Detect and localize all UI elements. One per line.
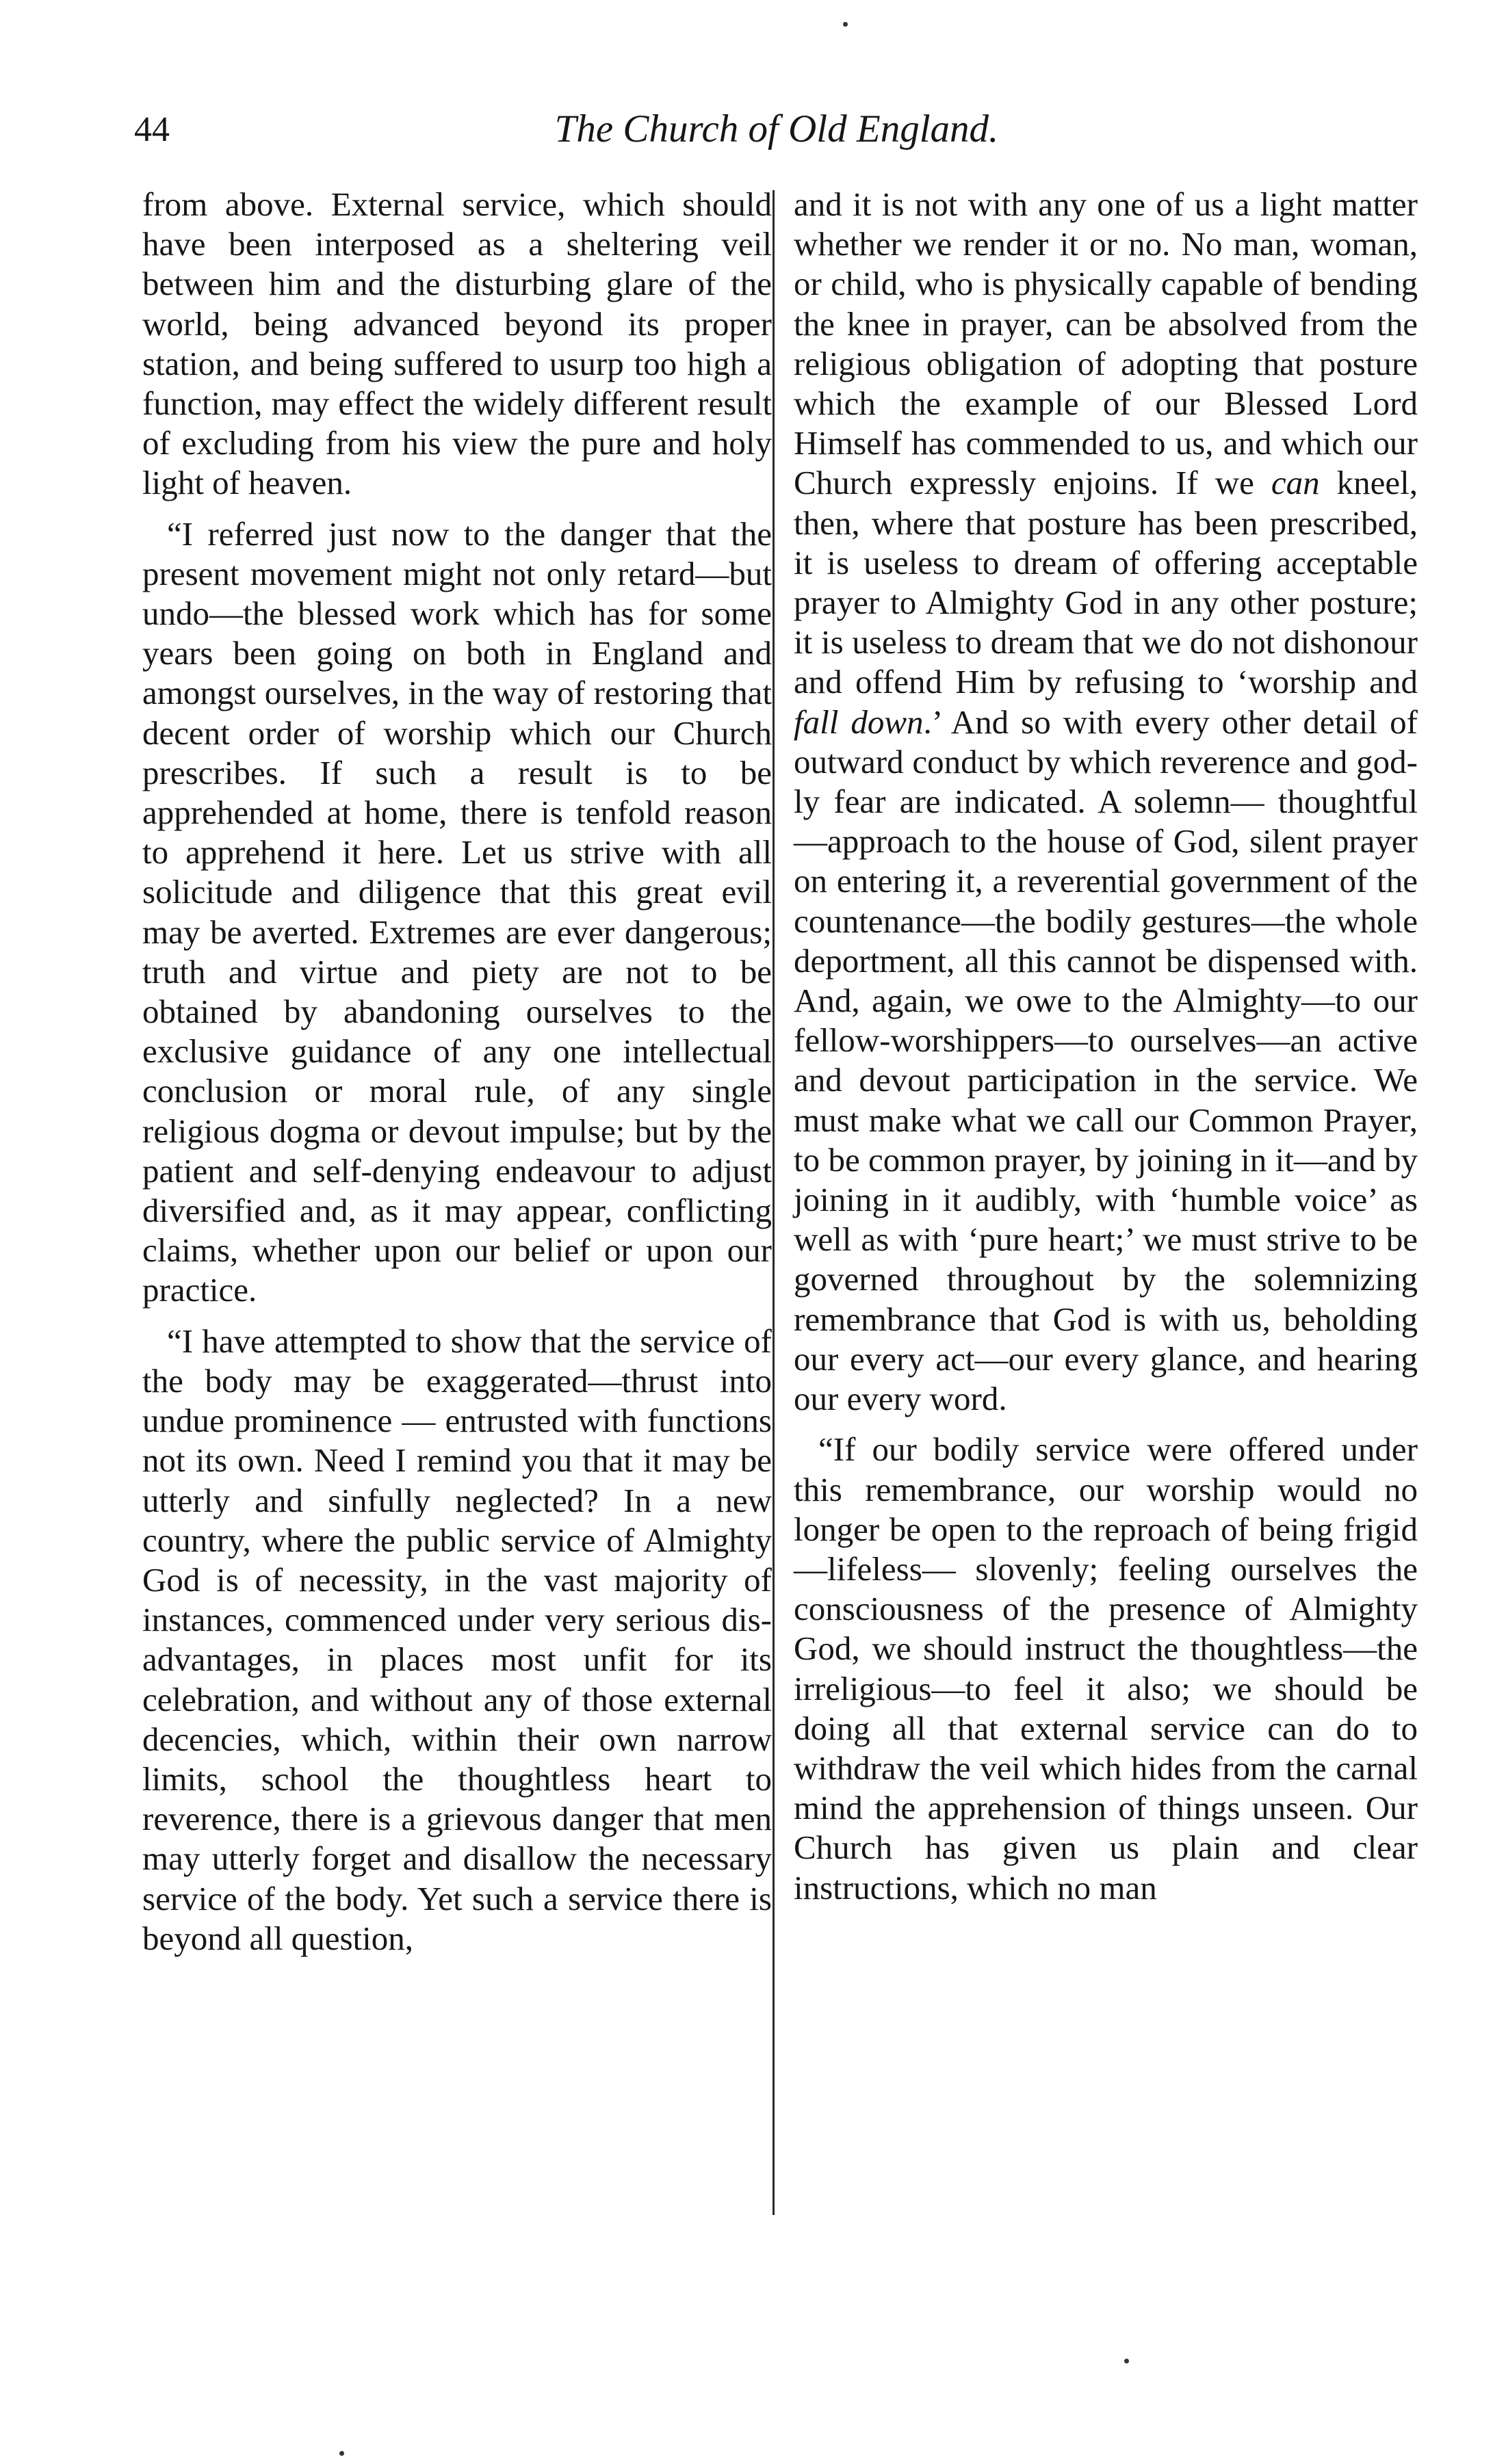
left-paragraph-1: from above. External service, which should have been interposed as a sheltering veil between him and the disturbing glare of the world, being advanced beyond its proper station, and being suffered to usurp too high a function, may effect the widely different result of excluding from his view the pure and holy light of heaven. <box>142 185 772 502</box>
right-column <box>794 185 1418 1908</box>
running-head <box>130 104 1423 166</box>
printer-speck <box>1124 2359 1129 2363</box>
right-paragraph-1-text-a: and it is not with any one of us a light matter whether we render it or no. No man, woman, or child, who is physically capable of bending the knee in prayer, can be absolved from the religious obligation of adopting that posture which the example of our Blessed Lord Himself has commended to us, and which our Church expressly enjoins. If we <box>794 185 1418 502</box>
column-divider <box>773 190 775 2215</box>
page-number: 44 <box>134 110 170 149</box>
emphasis-fall-down: fall down <box>794 703 924 741</box>
left-paragraph-2: “I referred just now to the danger that the present movement might not only retard—but undo—the blessed work which has for some years been going on both in England and amongst ourselves, in the way of restoring that decent order of worship which our Church prescribes. If such a result is to be apprehended at home, there is tenfold reason to apprehend it here. Let us strive with all solicitude and diligence that this great evil may be averted. Extremes are ever dangerous; truth and virtue and piety are not to be obtained by abandoning ourselves to the exclusive guidance of any one intellectual conclusion or moral rule, of any single religious dogma or devout impulse; but by the patient and self-denying endeavour to adjust diversified and, as it may appear, conflicting claims, whether upon our belief or upon our practice. <box>142 514 772 1309</box>
right-paragraph-1-text-c: .’ And so with every other detail of outward conduct by which reverence and godly fear are indicated. A solemn— thoughtful—approach to the house of God, silent prayer on entering it, a reverential government of the countenance—the bodily gestures—the whole deportment, all this cannot be dispensed with. And, again, we owe to the Almighty—to our fellow-worshippers—to ourselves—an active and devout participation in the service. We must make what we call our Common Prayer, to be common prayer, by joining in it—and by joining in it audibly, with ‘humble voice’ as well as with ‘pure heart;’ we must strive to be governed throughout by the solemnizing remembrance that God is with us, beholding our every act—our every glance, and hearing our every word. <box>794 703 1418 1418</box>
left-paragraph-3: “I have attempted to show that the service of the body may be exaggerated—thrust into undue prominence — entrusted with functions not its own. Need I remind you that it may be utterly and sinfully neglected? In a new country, where the public service of Almighty God is of necessity, in the vast majority of instances, commenced under very serious disadvantages, in places most unfit for its celebration, and without any of those external decencies, which, within their own narrow limits, school the thoughtless heart to reverence, there is a grievous danger that men may utterly forget and disallow the necessary service of the body. Yet such a service there is beyond all question, <box>142 1322 772 1957</box>
left-column <box>142 185 772 1958</box>
right-paragraph-1 <box>794 185 1418 1419</box>
right-paragraph-2: “If our bodily service were offered under this remembrance, our worship would no longer be open to the reproach of being frigid—lifeless— slovenly; feeling ourselves the consciousness of the presence of Almighty God, we should instruct the thoughtless—the irreligious—to feel it also; we should be doing all that external service can do to withdraw the veil which hides from the carnal mind the apprehension of things unseen. Our Church has given us plain and clear instructions, which no man <box>794 1430 1418 1906</box>
printer-speck <box>339 2451 344 2456</box>
printer-speck <box>843 22 848 27</box>
emphasis-can: can <box>1271 464 1320 502</box>
right-paragraph-1-text-b: kneel, then, where that posture has been prescribed, it is useless to dream of offering acceptable prayer to Almighty God in any other posture; it is useless to dream that we do not dishonour and offend Him by refusing to ‘worship and <box>794 464 1418 701</box>
book-title: The Church of Old England. <box>554 107 999 150</box>
